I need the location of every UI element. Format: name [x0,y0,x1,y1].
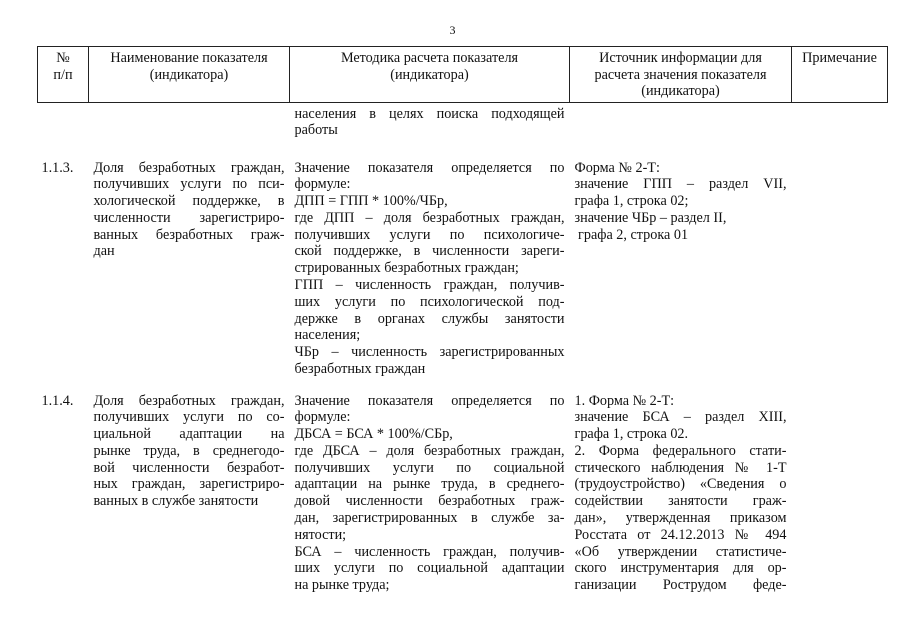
method-line: ЧБр – численность зарегистрированных [294,344,565,361]
cell-source [570,159,792,392]
name-line: Доля безработных граждан, [93,159,285,176]
name-line: ванных безработных граж- [93,226,285,243]
header-name [89,47,290,103]
source-line: «Об утверждении статистиче- [574,543,787,560]
method-line: БСА – численность граждан, получив- [294,543,565,560]
source-line: содействии занятости граж- [574,493,787,510]
method-line: Значение показателя определяется по [294,392,565,409]
header-note-line: Примечание [802,50,877,66]
method-line: стрированных безработных граждан; [294,260,519,277]
header-source-line: (индикатора) [641,83,720,99]
method-line: на рынке труда; [294,577,390,594]
method-line: где ДПП – доля безработных граждан, [294,209,565,226]
cell-name [89,392,290,595]
cell-name [89,102,290,159]
name-line: численности зарегистриро- [93,209,285,226]
source-line: стического наблюдения № 1-Т [574,459,787,476]
method-line: ших услуги по психологической под- [294,293,565,310]
name-line: ных граждан, зарегистриро- [93,476,285,493]
cell-name [89,159,290,392]
cell-method [290,159,570,392]
cell-num: 1.1.4. [41,392,74,409]
source-line: (трудоустройство) «Сведения о [574,476,787,493]
method-line: где ДБСА – доля безработных граждан, [294,442,565,459]
table-row [38,392,888,595]
header-method [290,47,570,103]
formula: ДБСА = БСА * 100%/СБр, [294,426,453,443]
method-line: получивших услуги по социальной [294,459,565,476]
name-line: циальной адаптации на [93,426,285,443]
cell-source [570,392,792,595]
name-line: рынке труда, в среднегодо- [93,442,285,459]
method-line: ской поддержке, в численности зареги- [294,243,565,260]
method-line: держке в органах службы занятости [294,310,565,327]
source-line: графа 1, строка 02; [574,193,689,210]
source-line: Росстата от 24.12.2013 № 494 [574,526,787,543]
method-line: довой численности безработных граж- [294,493,565,510]
name-line: получивших услуги по пси- [93,176,285,193]
method-line: ГПП – численность граждан, получив- [294,277,565,294]
header-method-line: Методика расчета показателя [340,50,519,66]
table-row-continuation [38,102,888,159]
source-line: ского инструментария для ор- [574,560,787,577]
cell-note [792,159,888,392]
method-line: получивших услуги по психологиче- [294,226,565,243]
source-line: Форма № 2-Т: [574,159,660,176]
table-row [38,159,888,392]
header-note [792,47,888,103]
table-header [38,47,888,103]
header-source-line: расчета значения показателя [594,66,767,83]
header-name-line: Наименование показателя [110,50,268,66]
source-line: ганизации Рострудом феде- [574,577,787,594]
indicators-table [37,46,888,594]
method-line: формуле: [294,176,351,193]
method-line: работы [294,122,338,139]
name-line: вой численности безработ- [93,459,285,476]
name-line: дан [93,243,115,260]
cell-note [792,102,888,159]
name-line: хологической поддержке, в [93,193,285,210]
header-method-line: (индикатора) [390,66,469,83]
method-line: населения; [294,327,361,344]
method-line: нятости; [294,526,347,543]
header-source [570,47,792,103]
method-line: ших услуги по социальной адаптации [294,560,565,577]
method-line: адаптации на рынке труда, в среднего- [294,476,565,493]
name-line: ванных в службе занятости [93,493,259,510]
source-line: графа 1, строка 02. [574,426,689,443]
method-line: Значение показателя определяется по [294,159,565,176]
source-line: 1. Форма № 2-Т: [574,392,675,409]
source-line: значение БСА – раздел XIII, [574,409,787,426]
cell-num [38,102,89,159]
header-name-line: (индикатора) [149,66,229,83]
page-number: 3 [449,23,456,37]
method-line: дан, зарегистрированных в службе за- [294,510,565,527]
source-line: 2. Форма федерального стати- [574,442,787,459]
source-line: значение ГПП – раздел VII, [574,176,787,193]
header-num [38,47,89,103]
method-line: формуле: [294,409,351,426]
source-line: графа 2, строка 01 [574,226,689,243]
header-source-line: Источник информации для [599,50,762,66]
cell-source [570,102,792,159]
header-num-line: п/п [53,66,73,83]
cell-method [290,392,570,595]
formula: ДПП = ГПП * 100%/ЧБр, [294,193,448,210]
method-line: безработных граждан [294,361,426,378]
cell-method [290,102,570,159]
header-num-line: № [56,50,70,66]
name-line: получивших услуги по со- [93,409,285,426]
cell-num: 1.1.3. [41,159,74,176]
name-line: Доля безработных граждан, [93,392,285,409]
method-line: населения в целях поиска подходящей [294,105,565,122]
cell-note [792,392,888,595]
source-line: значение ЧБр – раздел II, [574,209,727,226]
source-line: дан», утвержденная приказом [574,510,787,527]
